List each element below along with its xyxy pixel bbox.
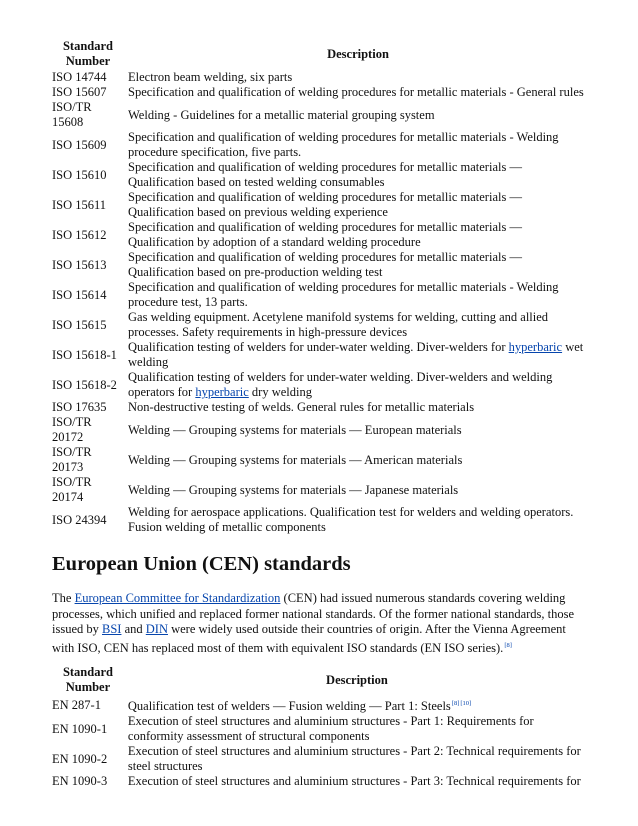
reference-link[interactable]: [8] (451, 700, 460, 707)
standard-description: Specification and qualification of welding procedures for metallic materials — Qualification based on previous welding experience (128, 190, 522, 219)
table-row (52, 280, 592, 310)
standard-number: ISO 15612 (52, 227, 107, 242)
standard-number: ISO 24394 (52, 512, 107, 527)
standard-number: EN 287-1 (52, 697, 101, 712)
standard-number: ISO 15610 (52, 167, 107, 182)
standard-description: Specification and qualification of welding procedures for metallic materials - General rules (128, 85, 584, 99)
table-row (52, 85, 592, 100)
paragraph-text: and (121, 622, 146, 636)
reference-link[interactable]: [8] (504, 641, 512, 649)
standard-description: Specification and qualification of welding procedures for metallic materials — Qualification based on pre-production welding test (128, 250, 522, 279)
standard-number: ISO 15607 (52, 85, 107, 99)
table-row (52, 400, 592, 415)
reference-link[interactable]: [10] (460, 700, 472, 707)
paragraph-text: were widely used outside their countries of origin. After the Vienna Agreement with ISO, CEN has replaced most of them with equivalent ISO standards (EN ISO series). (52, 622, 566, 655)
section-paragraph (52, 591, 590, 656)
cen-link[interactable]: European Committee for Standardization (74, 591, 281, 605)
standard-description (124, 340, 592, 370)
bsi-link[interactable]: BSI (102, 622, 122, 636)
standard-number: EN 1090-1 (52, 721, 108, 736)
table-row (52, 475, 592, 505)
table-row (52, 340, 592, 370)
standard-number: ISO 15609 (52, 137, 107, 152)
table-row (52, 70, 592, 85)
standard-number: EN 1090-3 (52, 774, 108, 788)
iso-standards-table (52, 38, 592, 535)
header-description: Description (327, 46, 389, 61)
standard-description: Specification and qualification of welding procedures for metallic materials — Qualification by adoption of a standard welding procedure (128, 220, 522, 249)
standard-number: EN 1090-2 (52, 751, 108, 766)
description-text: Qualification testing of welders for under-water welding. Diver-welders and welding operators for (128, 370, 553, 399)
standard-number: ISO 17635 (52, 400, 107, 414)
description-text: dry welding (248, 385, 312, 399)
section-heading: European Union (CEN) standards (52, 553, 351, 575)
table-row (52, 445, 592, 475)
table-row (52, 714, 590, 744)
standard-description: Execution of steel structures and aluminium structures - Part 3: Technical requirements for (127, 774, 581, 788)
hyperbaric-link[interactable]: hyperbaric (195, 385, 249, 399)
table-row (52, 370, 592, 400)
standard-description: Welding — Grouping systems for materials — Japanese materials (128, 482, 459, 497)
standard-description (124, 370, 592, 400)
table-row (52, 130, 592, 160)
standard-number: ISO 15613 (52, 257, 107, 272)
standard-number: ISO 15611 (52, 197, 107, 212)
table-row (52, 696, 590, 714)
standard-description: Non-destructive testing of welds. General rules for metallic materials (128, 400, 475, 414)
standard-description: Welding - Guidelines for a metallic material grouping system (128, 107, 435, 122)
standard-number: ISO 15618-2 (52, 377, 117, 392)
header-description: Description (326, 672, 388, 687)
standard-number: ISO 15614 (52, 287, 107, 302)
standard-description (124, 696, 590, 714)
table-row (52, 415, 592, 445)
table-row (52, 220, 592, 250)
description-text: Qualification test of welders — Fusion welding — Part 1: Steels (127, 699, 451, 713)
paragraph-text: (CEN) had issued numerous standards covering welding processes, which unified and replaced former national standards. Of the former national standards, those issued by (52, 591, 575, 636)
description-text: wet welding (128, 340, 584, 369)
din-link[interactable]: DIN (145, 622, 168, 636)
hyperbaric-link[interactable]: hyperbaric (508, 340, 563, 354)
table-header-row (52, 38, 592, 70)
table-row (52, 774, 590, 789)
en-standards-table (52, 664, 590, 789)
standard-description: Specification and qualification of welding procedures for metallic materials - Welding procedure specification, five parts. (128, 130, 559, 159)
standard-description: Specification and qualification of welding procedures for metallic materials — Qualification based on tested welding consumables (128, 160, 522, 189)
standard-description: Specification and qualification of welding procedures for metallic materials - Welding procedure test, 13 parts. (128, 280, 559, 309)
standard-description: Welding for aerospace applications. Qualification test for welders and welding operators. Fusion welding of metallic components (128, 505, 574, 534)
standard-description: Gas welding equipment. Acetylene manifold systems for welding, cutting and allied processes. Safety requirements in high-pressure devices (128, 310, 549, 339)
table-row (52, 505, 592, 535)
standard-description: Welding — Grouping systems for materials — American materials (128, 452, 463, 467)
standard-description: Welding — Grouping systems for materials — European materials (128, 422, 462, 437)
header-standard-number: Standard Number (62, 39, 114, 68)
paragraph-text: The (52, 591, 75, 605)
standard-number: ISO 15618-1 (52, 347, 117, 362)
standard-number: ISO/TR 20172 (52, 415, 92, 444)
standard-number: ISO/TR 15608 (52, 100, 92, 129)
standard-description: Electron beam welding, six parts (128, 70, 293, 84)
table-row (52, 250, 592, 280)
table-row (52, 310, 592, 340)
table-row (52, 100, 592, 130)
description-text: Qualification testing of welders for under-water welding. Diver-welders for (128, 340, 509, 354)
standard-number: ISO 14744 (52, 70, 107, 84)
standard-description: Execution of steel structures and aluminium structures - Part 1: Requirements for conformity assessment of structural components (127, 714, 534, 743)
table-row (52, 160, 592, 190)
header-standard-number: Standard Number (62, 665, 113, 694)
standard-number: ISO/TR 20174 (52, 475, 92, 504)
table-header-row (52, 664, 590, 696)
standard-description: Execution of steel structures and aluminium structures - Part 2: Technical requirements for steel structures (127, 744, 581, 773)
table-row (52, 744, 590, 774)
standard-number: ISO 15615 (52, 317, 107, 332)
table-row (52, 190, 592, 220)
standard-number: ISO/TR 20173 (52, 445, 92, 474)
